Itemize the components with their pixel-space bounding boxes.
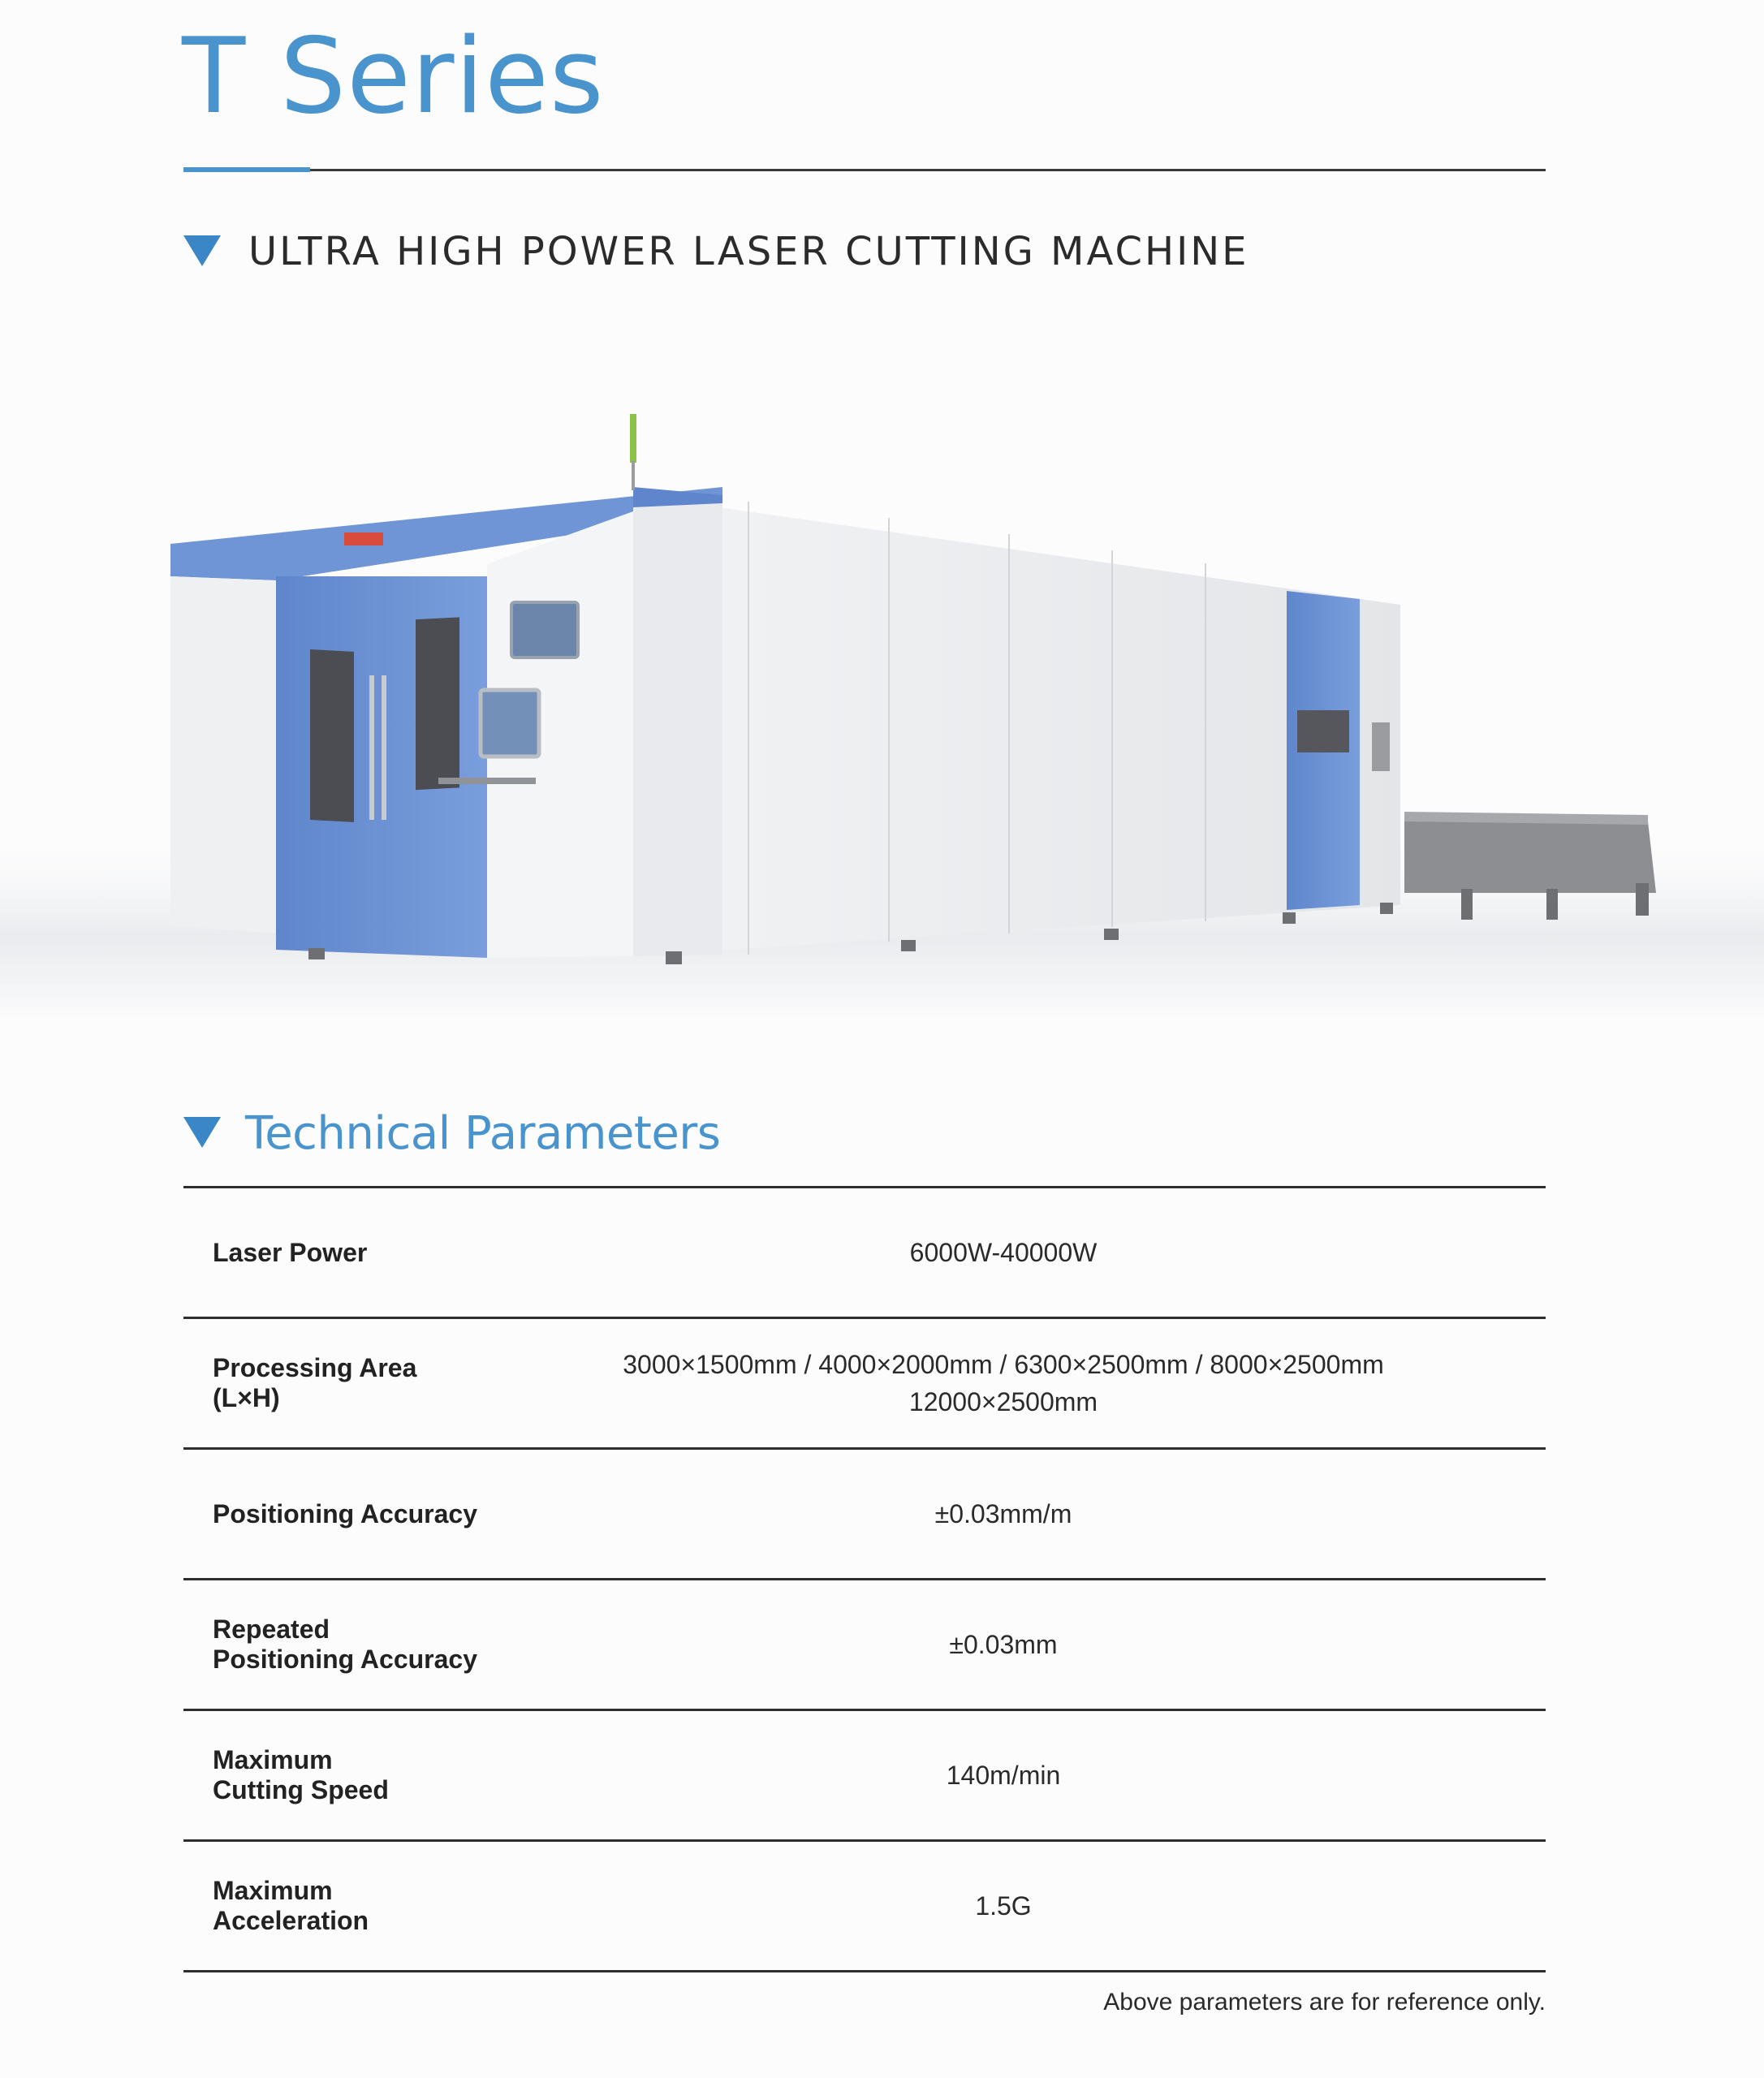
param-value: ±0.03mm xyxy=(949,1630,1058,1659)
table-row xyxy=(183,1319,1546,1447)
section-title: Technical Parameters xyxy=(245,1107,721,1160)
param-label: Positioning Accuracy xyxy=(213,1498,477,1528)
param-label: Laser Power xyxy=(213,1237,368,1267)
param-value: 6000W-40000W xyxy=(909,1238,1098,1267)
table-divider xyxy=(183,1970,1546,1972)
param-value: 140m/min xyxy=(946,1761,1061,1790)
param-value: ±0.03mm/m xyxy=(934,1499,1072,1528)
table-row xyxy=(183,1450,1546,1578)
table-row xyxy=(183,1711,1546,1839)
param-label: Maximum Acceleration xyxy=(213,1876,369,1935)
table-row xyxy=(183,1580,1546,1709)
table-row xyxy=(183,1188,1546,1317)
param-value: 1.5G xyxy=(975,1891,1032,1921)
param-value: 3000×1500mm / 4000×2000mm / 6300×2500mm / 8000×2500mm 12000×2500mm xyxy=(623,1350,1384,1416)
table-row xyxy=(183,1842,1546,1970)
triangle-bullet-icon xyxy=(183,235,221,266)
param-label: Repeated Positioning Accuracy xyxy=(213,1615,477,1674)
param-label: Processing Area (L×H) xyxy=(213,1353,417,1412)
param-label: Maximum Cutting Speed xyxy=(213,1745,389,1804)
title-divider xyxy=(183,169,1546,171)
triangle-bullet-icon xyxy=(183,1117,221,1148)
machine-image xyxy=(0,373,1764,1023)
page-title: T Series xyxy=(182,16,605,137)
footnote: Above parameters are for reference only. xyxy=(1103,1989,1546,2015)
product-subtitle: ULTRA HIGH POWER LASER CUTTING MACHINE xyxy=(248,229,1249,274)
title-divider-accent xyxy=(183,167,310,172)
